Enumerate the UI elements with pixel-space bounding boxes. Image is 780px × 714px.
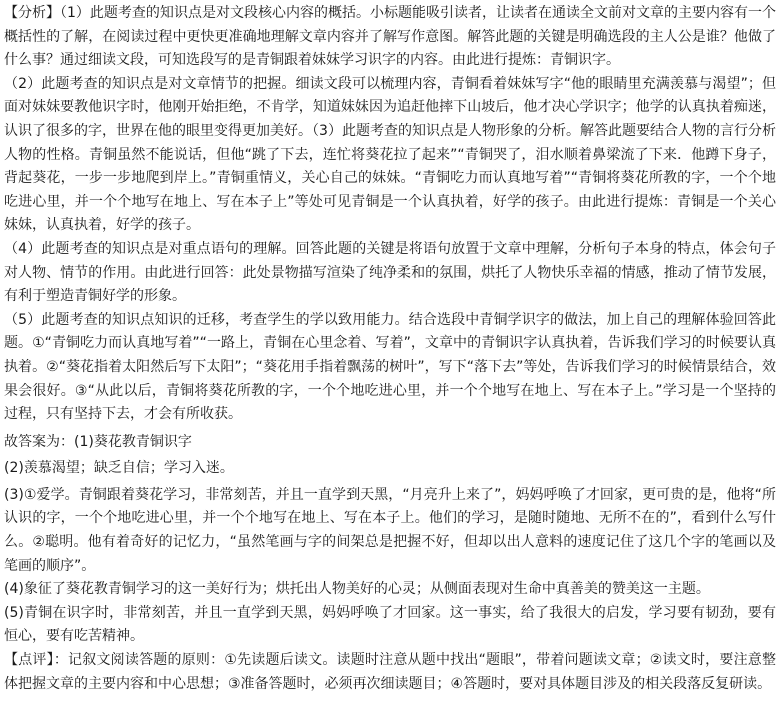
- answer-2: (2)羡慕渴望；缺乏自信；学习入迷。: [4, 460, 234, 477]
- comment-paragraph: [4, 649, 776, 696]
- analysis-q2-q3-text: （2）此题考查的知识点是对文章情节的把握。细读文段可以梳理内容，青铜看着妹妹写字“他的眼睛里充满羡慕与渴望”；但面对妹妹要教他识字时，他刚开始拒绝，不肯学，知道妹妹因为追赶他摔下山坡后，他才决心学识字；他学的认真执着痴迷，认识了很多的字，世界在他的眼里变得更加美好。（3）此题考查的知识点是人物形象的分析。解答此题要结合人物的言行分析人物的性格。青铜虽然不能说话，但他“跳了下去，连忙将葵花拉了起来”“青铜哭了，泪水顺着鼻梁流了下来．他蹲下身子，背起葵花，一步一步地爬到岸上。”青铜重情义，关心自己的妹妹。“青铜吃力而认真地写着”“青铜将葵花所教的字，一个个地吃进心里，并一个个地写在地上、写在本子上”等处可见青铜是一个认真执着，好学的孩子。由此进行提炼：青铜是一个关心妹妹，认真执着，好学的孩子。: [4, 75, 776, 234]
- analysis-tag: 【分析】: [4, 5, 61, 21]
- analysis-q4-text: （4）此题考查的知识点是对重点语句的理解。回答此题的关键是将语句放置于文章中理解，分析句子本身的特点，体会句子对人物、情节的作用。由此进行回答：此处景物描写渲染了纯净柔和的氛围，烘托了人物快乐幸福的情感，推动了情节发展，有利于塑造青铜好学的形象。: [4, 240, 776, 305]
- answer-5: (5)青铜在识字时，非常刻苦，并且一直学到天黑，妈妈呼唤了才回家。这一事实，给了我很大的启发，学习要有韧劲，要有恒心，要有吃苦精神。: [4, 604, 776, 645]
- analysis-q5-text: （5）此题考查的知识点知识的迁移，考查学生的学以致用能力。结合选段中青铜学识字的做法，加上自己的理解体验回答此题。①“青铜吃力而认真地写着”“一路上，青铜在心里念着、写着”，文章中的青铜识字认真执着，告诉我们学习的时候要认真执着。②“葵花指着太阳然后写下太阳”；“葵花用手指着飘荡的树叶”，写下“落下去”等处，告诉我们学习的时候情景结合，效果会很好。③“从此以后，青铜将葵花所教的字，一个个地吃进心里，并一个个地写在地上、写在本子上。”学习是一个坚持的过程，只有坚持下去，才会有所收获。: [4, 311, 776, 423]
- answer-4: (4)象征了葵花教青铜学习的这一美好行为；烘托出人物美好的心灵；从侧面表现对生命中真善美的赞美这一主题。: [4, 581, 710, 598]
- answer-3: (3)①爱学。青铜跟着葵花学习，非常刻苦，并且一直学到天黑，“月亮升上来了”，妈妈呼唤了才回家，更可贵的是，他将“所认识的字，一个个地吃进心里，并一个个地写在地上、写在本子上。他们的学习，是随时随地、无所不在的”，看到什么写什么。②聪明。他有着奇好的记忆力，“虽然笔画与字的间架总是把握不好，但却以出人意料的速度记住了这几个字的笔画以及笔画的顺序”。: [4, 486, 776, 574]
- comment-tag: 【点评】: [4, 652, 54, 669]
- comment-text: ：记叙文阅读答题的原则：①先读题后读文。读题时注意从题中找出“题眼”，带着问题读文章；②读文时，要注意整体把握文章的主要内容和中心思想；③准备答题时，必须再次细读题目；④答题时，要对具体题目涉及的相关段落反复研读。: [4, 652, 776, 692]
- answer-heading: 故答案为：(1)葵花教青铜识字: [4, 433, 192, 450]
- analysis-part-1: [4, 2, 776, 73]
- analysis-q1-text: （1）此题考查的知识点是对文段核心内容的概括。小标题能吸引读者，让读者在通读全文前对文章的主要内容有一个概括性的了解，在阅读过程中更快更准确地理解文章内容并了解写作意图。解答此题的关键是明确选段的主人公是谁？他做了什么事？通过细读文段，可知选段写的是青铜跟着妹妹学习识字的内容。由此进行提炼：青铜识字。: [4, 5, 777, 69]
